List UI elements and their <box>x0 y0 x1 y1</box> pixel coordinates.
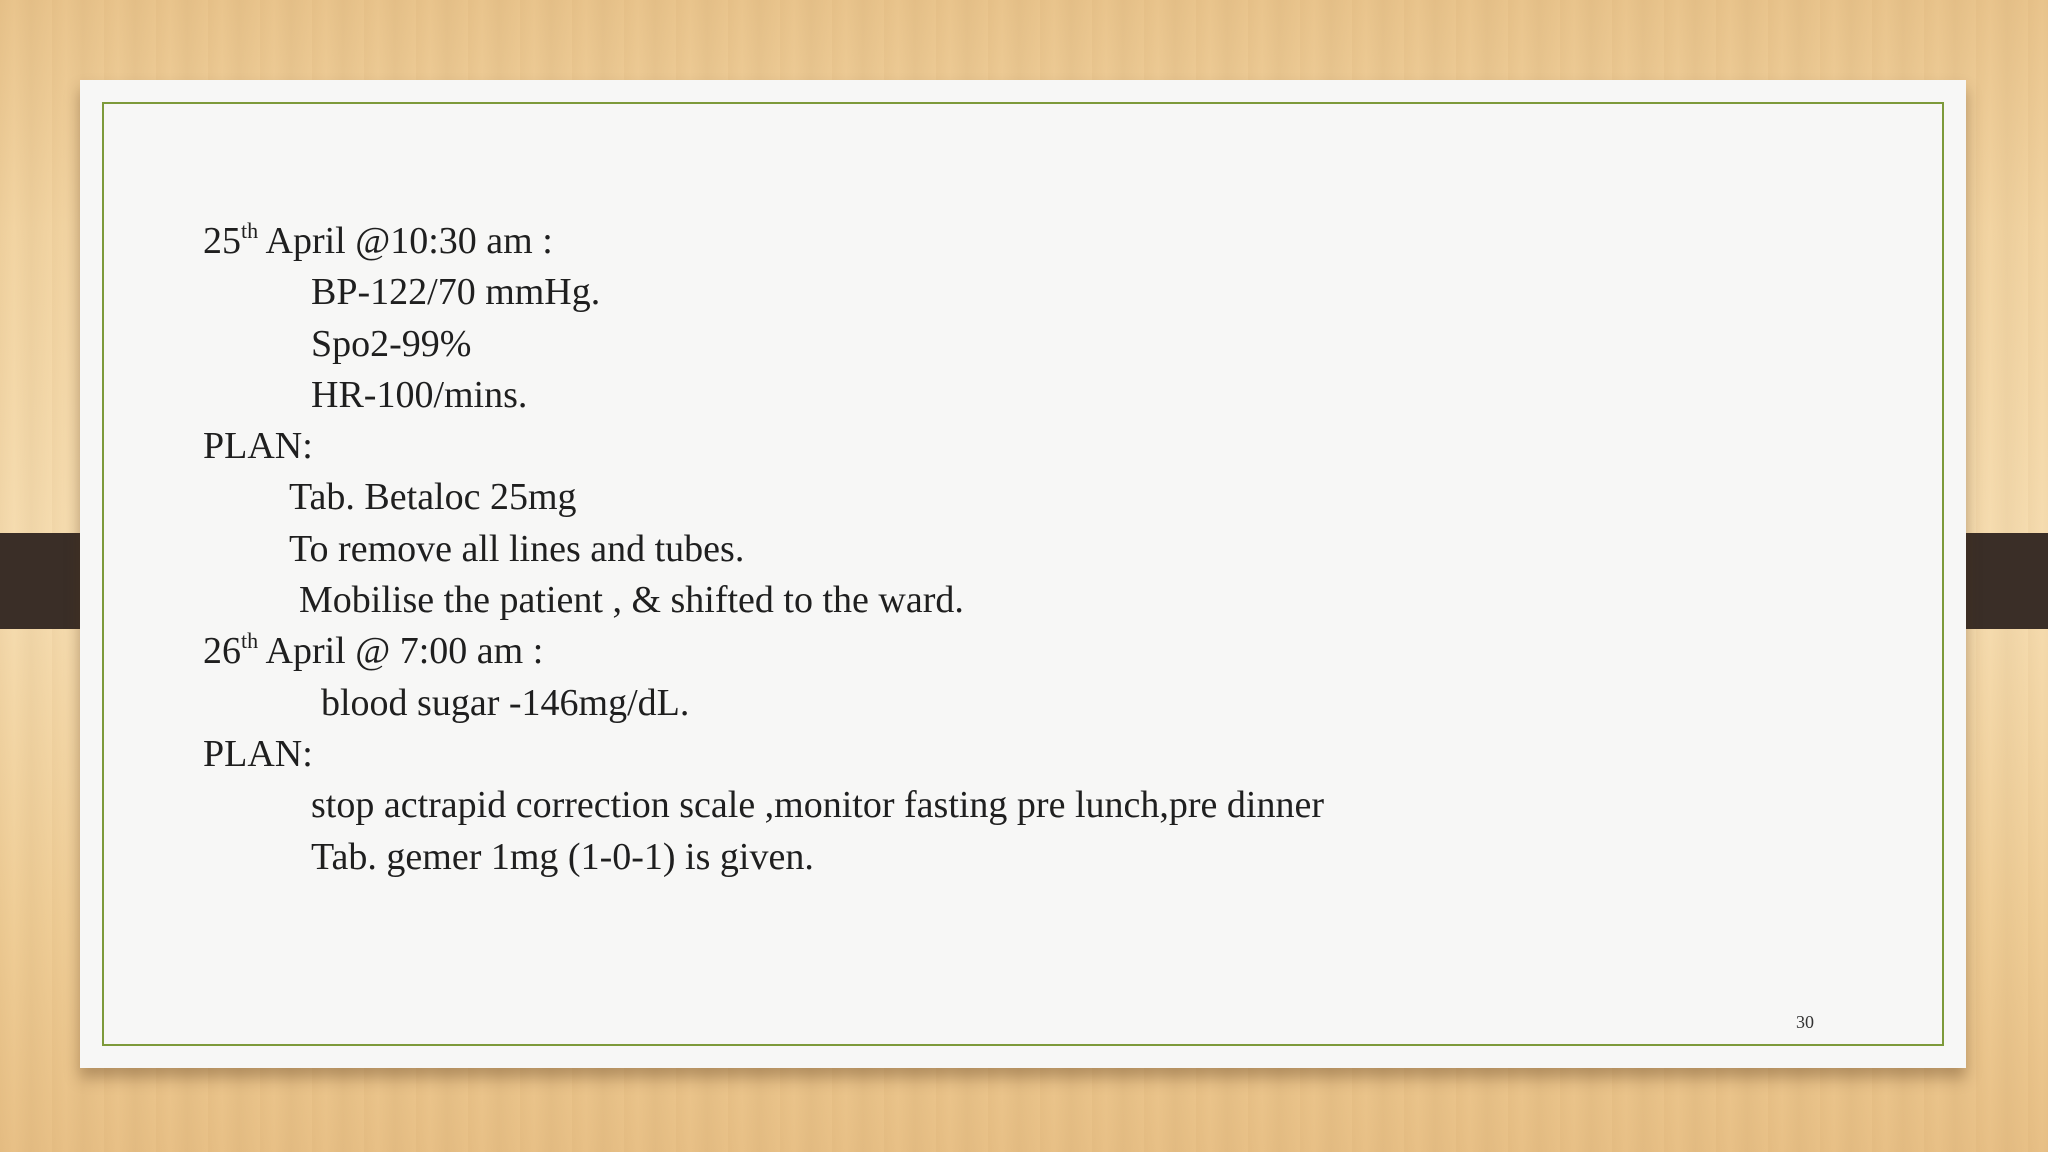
plan1-item-medication: Tab. Betaloc 25mg <box>289 476 577 519</box>
entry1-vital-bp: BP-122/70 mmHg. <box>311 271 601 314</box>
plan1-item-remove-lines: To remove all lines and tubes. <box>289 527 745 570</box>
entry2-date-suffix: th <box>241 628 259 654</box>
entry1-date <box>203 216 1903 267</box>
plan2-item-gemer: Tab. gemer 1mg (1-0-1) is given. <box>311 835 814 878</box>
entry2-vital-blood-sugar: blood sugar -146mg/dL. <box>321 681 690 724</box>
plan2-heading: PLAN: <box>203 732 313 775</box>
entry1-vital-hr: HR-100/mins. <box>311 373 528 416</box>
plan1-item-mobilise: Mobilise the patient , & shifted to the ward. <box>299 579 964 622</box>
entry1-date-suffix: th <box>241 218 259 243</box>
entry2-date-day: 26 <box>203 630 241 673</box>
page-number: 30 <box>1796 1012 1814 1032</box>
entry2-date <box>203 626 1903 677</box>
entry1-date-time: April @10:30 am : <box>258 220 553 262</box>
slide <box>80 80 1966 1068</box>
plan1-heading: PLAN: <box>203 425 313 468</box>
slide-content <box>203 216 1903 883</box>
entry1-date-day: 25 <box>203 220 241 262</box>
entry1-vital-spo2: Spo2-99% <box>311 322 472 365</box>
entry2-date-time: April @ 7:00 am : <box>258 630 544 673</box>
plan2-item-actrapid: stop actrapid correction scale ,monitor fasting pre lunch,pre dinner <box>311 784 1324 827</box>
